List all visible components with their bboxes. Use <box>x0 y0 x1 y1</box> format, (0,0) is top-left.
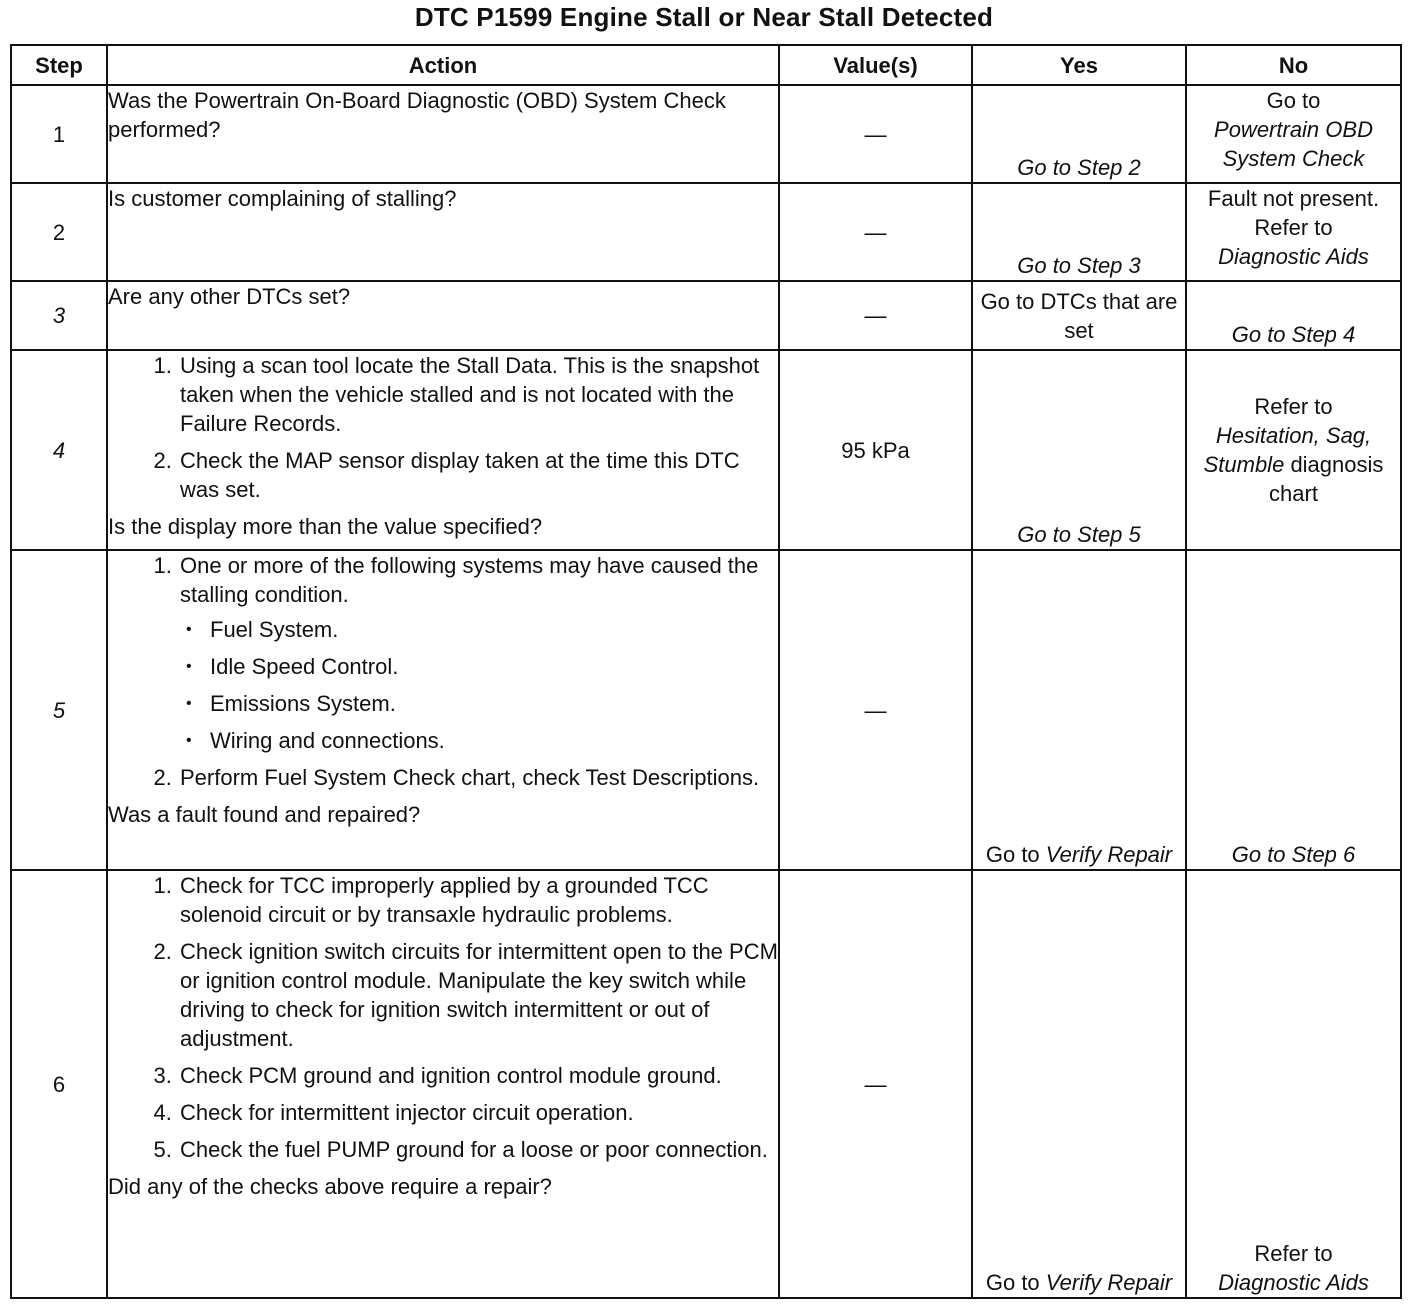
header-yes: Yes <box>972 45 1186 85</box>
header-step: Step <box>11 45 107 85</box>
header-action: Action <box>107 45 779 85</box>
table-row <box>11 350 1401 550</box>
no-cell: Go to Step 6 <box>1186 550 1401 870</box>
page-title: DTC P1599 Engine Stall or Near Stall Detected <box>414 2 994 32</box>
action-question: Is the display more than the value specified? <box>108 514 543 539</box>
action-question: Was a fault found and repaired? <box>108 802 421 827</box>
no-cell <box>1186 85 1401 183</box>
value-cell: — <box>779 183 972 281</box>
action-step: 2. Perform Fuel System Check chart, check Test Descriptions. <box>178 763 778 792</box>
action-steps <box>108 551 778 792</box>
yes-cell: Go to Step 2 <box>972 85 1186 183</box>
no-reference: Powertrain OBD System Check <box>1214 117 1373 171</box>
action-cell: Is customer complaining of stalling? <box>107 183 779 281</box>
table-row <box>11 550 1401 870</box>
system-list <box>180 615 778 755</box>
action-step-text: One or more of the following systems may have caused the stalling condition. <box>180 553 759 607</box>
table-row <box>11 870 1401 1298</box>
action-step: 3. Check PCM ground and ignition control module ground. <box>178 1061 778 1090</box>
yes-text: Go to <box>985 1270 1040 1295</box>
no-cell: Go to Step 4 <box>1186 281 1401 350</box>
action-cell: Are any other DTCs set? <box>107 281 779 350</box>
no-reference: Diagnostic Aids <box>1218 244 1369 269</box>
action-cell <box>107 870 779 1298</box>
list-item: • Idle Speed Control. <box>210 652 778 681</box>
no-cell <box>1186 350 1401 550</box>
value-cell: — <box>779 281 972 350</box>
no-cell <box>1186 183 1401 281</box>
table-row <box>11 281 1401 350</box>
step-number: 1 <box>11 85 107 183</box>
value-cell: 95 kPa <box>779 350 972 550</box>
step-number: 5 <box>11 550 107 870</box>
list-item: • Fuel System. <box>210 615 778 644</box>
action-steps <box>108 871 778 1164</box>
action-cell: Was the Powertrain On-Board Diagnostic (OBD) System Check performed? <box>107 85 779 183</box>
no-text-suffix: diagnosis chart <box>1269 452 1384 506</box>
no-text: Refer to <box>1254 394 1333 419</box>
yes-reference: Verify Repair <box>1045 842 1173 867</box>
no-text: Go to <box>1266 88 1321 113</box>
no-reference: Hesitation, Sag, Stumble <box>1203 423 1372 477</box>
header-no: No <box>1186 45 1401 85</box>
header-row <box>11 45 1401 85</box>
step-number: 6 <box>11 870 107 1298</box>
diagnostic-table <box>10 44 1402 1299</box>
action-step: 2. Check the MAP sensor display taken at the time this DTC was set. <box>178 446 778 504</box>
step-number: 2 <box>11 183 107 281</box>
no-reference: Diagnostic Aids <box>1218 1270 1369 1295</box>
action-step <box>178 551 778 755</box>
yes-cell <box>972 870 1186 1298</box>
yes-cell: Go to Step 5 <box>972 350 1186 550</box>
no-text: Refer to <box>1254 1241 1333 1266</box>
action-cell <box>107 550 779 870</box>
action-question: Did any of the checks above require a repair? <box>108 1174 552 1199</box>
list-item: • Wiring and connections. <box>210 726 778 755</box>
value-cell: — <box>779 85 972 183</box>
yes-cell: Go to DTCs that are set <box>972 281 1186 350</box>
no-text: Fault not present. Refer to <box>1207 186 1380 240</box>
no-cell <box>1186 870 1401 1298</box>
step-number: 4 <box>11 350 107 550</box>
yes-cell: Go to Step 3 <box>972 183 1186 281</box>
header-values: Value(s) <box>779 45 972 85</box>
list-item: • Emissions System. <box>210 689 778 718</box>
action-step: 1. Using a scan tool locate the Stall Data. This is the snapshot taken when the vehicle stalled and is not located with the Failure Records. <box>178 351 778 438</box>
yes-reference: Verify Repair <box>1045 1270 1173 1295</box>
table-row <box>11 85 1401 183</box>
action-step: 5. Check the fuel PUMP ground for a loose or poor connection. <box>178 1135 778 1164</box>
action-step: 4. Check for intermittent injector circuit operation. <box>178 1098 778 1127</box>
action-step: 2. Check ignition switch circuits for intermittent open to the PCM or ignition control module. Manipulate the key switch while driving to check for ignition switch intermittent or out of adjustment. <box>178 937 778 1053</box>
yes-text: Go to <box>985 842 1040 867</box>
action-cell <box>107 350 779 550</box>
step-number: 3 <box>11 281 107 350</box>
action-step: 1. Check for TCC improperly applied by a grounded TCC solenoid circuit or by transaxle hydraulic problems. <box>178 871 778 929</box>
table-row <box>11 183 1401 281</box>
yes-cell <box>972 550 1186 870</box>
value-cell: — <box>779 550 972 870</box>
action-steps <box>108 351 778 504</box>
value-cell: — <box>779 870 972 1298</box>
